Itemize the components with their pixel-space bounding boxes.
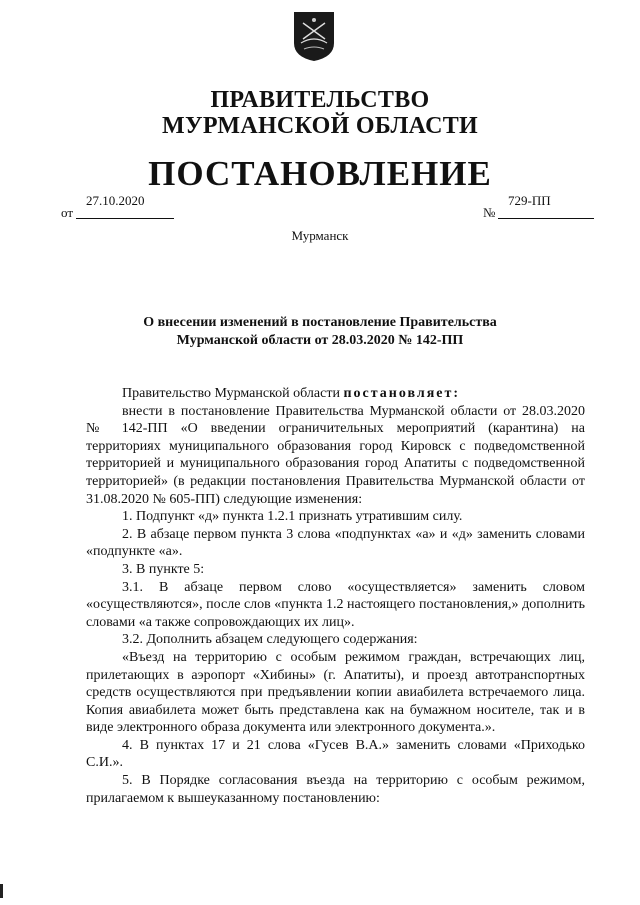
paragraph-item-5: 5. В Порядке согласования въезда на территорию с особым режимом, прилагаемом к вышеуказанному постановлению:: [86, 773, 585, 806]
scan-edge-mark: [0, 884, 3, 898]
subject-line1: О внесении изменений в постановление Правительства: [143, 315, 497, 330]
subject-line2: Мурманской области от 28.03.2020 № 142-ПП: [176, 333, 464, 348]
document-type-title: ПОСТАНОВЛЕНИЕ: [148, 154, 492, 193]
document-number: 729-ПП: [508, 193, 551, 208]
number-underline: [498, 218, 594, 219]
paragraph-item-3-1: 3.1. В абзаце первом слово «осуществляется» заменить словом «осуществляются», после слов «пункта 1.2 настоящего постановления,» дополнить словами «а также сопровождающих их лиц».: [86, 579, 585, 630]
intro-paragraph: [86, 385, 585, 403]
paragraph-main: внести в постановление Правительства Мурманской области от 28.03.2020 № 142-ПП «О введении ограничительных мероприятий (карантина) на территориях муниципального образования город Кировск с подведомственной территорией и муниципального образования город Апатиты с подведомственной территорией» (в редакции постановления Правительства Мурманской области от 31.08.2020 № 605-ПП) следующие изменения:: [86, 403, 585, 507]
coat-of-arms-icon: [291, 9, 337, 63]
paragraph-item-2: 2. В абзаце первом пункта 3 слова «подпунктах «а» и «д» заменить словами «подпункте «а».: [86, 526, 585, 560]
paragraph-item-1: 1. Подпункт «д» пункта 1.2.1 признать утратившим силу.: [122, 509, 463, 525]
paragraph-item-4: 4. В пунктах 17 и 21 слова «Гусев В.А.» заменить словами «Приходько С.И.».: [86, 737, 585, 771]
government-title-line1: ПРАВИТЕЛЬСТВО: [210, 87, 430, 113]
intro-decree-word: постановляет:: [343, 386, 461, 401]
document-body: [86, 385, 585, 807]
city-name: Мурманск: [291, 228, 349, 243]
document-date: 27.10.2020: [86, 193, 145, 208]
number-prefix: №: [483, 205, 496, 220]
paragraph-quote: «Въезд на территорию с особым режимом граждан, встречающих лиц, прилетающих в аэропорт «Хибины» (г. Апатиты), и проезд автотранспортных средств осуществляются при предъявлении копии авиабилета встречаемого лица. Копия авиабилета может быть представлена как на бумажном носителе, так и в виде электронного образа документа или электронного документа.».: [86, 649, 585, 736]
document-subject: [100, 314, 540, 350]
intro-lead: Правительство Мурманской области: [122, 386, 344, 401]
date-prefix: от: [61, 205, 74, 220]
date-underline: [76, 218, 174, 219]
government-title-line2: МУРМАНСКОЙ ОБЛАСТИ: [162, 113, 478, 139]
paragraph-item-3: 3. В пункте 5:: [122, 561, 205, 577]
paragraph-item-3-2: 3.2. Дополнить абзацем следующего содержания:: [122, 632, 418, 648]
